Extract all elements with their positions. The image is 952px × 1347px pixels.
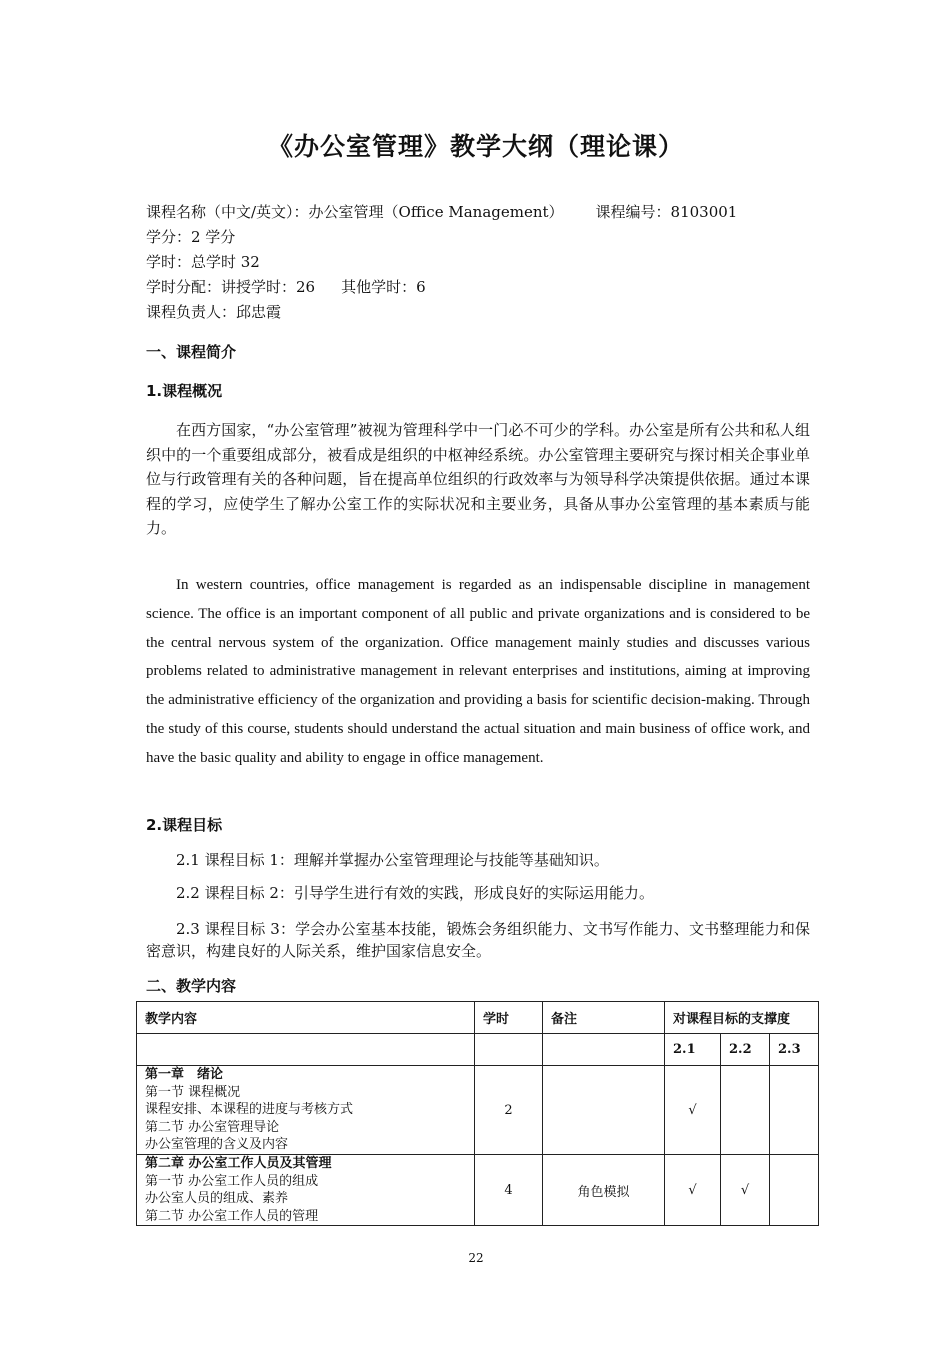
- section-heading-content: 二、教学内容: [146, 977, 237, 995]
- header-goal-1: 2.1: [665, 1034, 721, 1066]
- empty-cell: [137, 1034, 475, 1066]
- credits: 学分：2 学分: [146, 228, 236, 246]
- empty-cell: [543, 1034, 665, 1066]
- row-goal-1: √: [665, 1155, 721, 1226]
- header-content: 教学内容: [137, 1002, 475, 1034]
- course-code: 课程编号：8103001: [595, 203, 738, 221]
- overview-paragraph-cn: 在西方国家，“办公室管理”被视为管理科学中一门必不可少的学科。办公室是所有公共和私人组织中的一个重要组成部分，被看成是组织的中枢神经系统。办公室管理主要研究与探讨相关企事业单位与行政管理有关的各种问题，旨在提高单位组织的行政效率与为领导科学决策提供依据。通过本课程的学习，应使学生了解办公室工作的实际状况和主要业务，具备从事办公室管理的基本素质与能力。: [146, 421, 810, 537]
- goal-item-1: 2.1 课程目标 1：理解并掌握办公室管理理论与技能等基础知识。: [176, 851, 609, 869]
- course-name: 课程名称（中文/英文）：办公室管理（Office Management）: [146, 203, 564, 221]
- content-line: 办公室管理的含义及内容: [145, 1137, 289, 1153]
- course-name-line: [146, 200, 737, 225]
- overview-paragraph-en: In western countries, office management is regarded as an indispensable discipline in management science. The office is an important component of all public and private organizations and is considered to be the central nervous system of the organization. Office management mainly studies and discusses various problems related to administrative management in relevant enterprises and institutions, aiming at improving the administrative efficiency of the organization and providing a basis for scientific decision-making. Through the study of this course, students should understand the actual situation and main business of office work, and have the basic quality and ability to engage in office management.: [146, 577, 810, 766]
- goal-item-3: 2.3 课程目标 3：学会办公室基本技能，锻炼会务组织能力、文书写作能力、文书整理能力和保密意识，构建良好的人际关系，维护国家信息安全。: [146, 920, 810, 960]
- row-hours: 2: [475, 1066, 543, 1155]
- row-notes: [543, 1066, 665, 1155]
- row-notes: 角色模拟: [543, 1155, 665, 1226]
- page-number: 22: [468, 1251, 484, 1265]
- chapter-title: 第一章 绪论: [145, 1067, 224, 1083]
- section-heading-intro: 一、课程简介: [146, 343, 237, 361]
- row-goal-3: [770, 1066, 819, 1155]
- table-subheader-row: [137, 1034, 819, 1066]
- row-goal-1: √: [665, 1066, 721, 1155]
- row-content: [137, 1066, 475, 1155]
- empty-cell: [475, 1034, 543, 1066]
- page-title: 《办公室管理》教学大纲（理论课）: [267, 132, 684, 161]
- lecture-hours: 学时分配：讲授学时：26: [146, 278, 316, 296]
- content-line: 第一节 办公室工作人员的组成: [145, 1173, 319, 1189]
- table-header-row: [137, 1002, 819, 1034]
- content-line: 课程安排、本课程的进度与考核方式: [145, 1102, 354, 1118]
- table-row: [137, 1155, 819, 1226]
- subheading-overview: 1.课程概况: [146, 382, 223, 400]
- header-support: 对课程目标的支撑度: [665, 1002, 819, 1034]
- header-hours: 学时: [475, 1002, 543, 1034]
- header-goal-2: 2.2: [721, 1034, 770, 1066]
- header-notes: 备注: [543, 1002, 665, 1034]
- header-goal-3: 2.3: [770, 1034, 819, 1066]
- row-content: [137, 1155, 475, 1226]
- chapter-title: 第二章 办公室工作人员及其管理: [145, 1156, 332, 1171]
- row-goal-2: [721, 1066, 770, 1155]
- row-goal-2: √: [721, 1155, 770, 1226]
- content-line: 第二节 办公室工作人员的管理: [145, 1208, 319, 1224]
- content-line: 第一节 课程概况: [145, 1084, 241, 1100]
- course-meta: [146, 200, 737, 325]
- table-row: [137, 1066, 819, 1155]
- subheading-goals: 2.课程目标: [146, 816, 223, 834]
- other-hours: 其他学时：6: [341, 278, 426, 296]
- content-line: 办公室人员的组成、素养: [145, 1191, 289, 1206]
- goal-item-2: 2.2 课程目标 2：引导学生进行有效的实践，形成良好的实际运用能力。: [176, 884, 654, 902]
- syllabus-table: [136, 1001, 819, 1226]
- hours: 学时：总学时 32: [146, 253, 260, 271]
- hours-split: [146, 275, 737, 300]
- content-line: 第二节 办公室管理导论: [145, 1119, 280, 1135]
- row-hours: 4: [475, 1155, 543, 1226]
- course-owner: 课程负责人：邱忠霞: [146, 303, 282, 321]
- row-goal-3: [770, 1155, 819, 1226]
